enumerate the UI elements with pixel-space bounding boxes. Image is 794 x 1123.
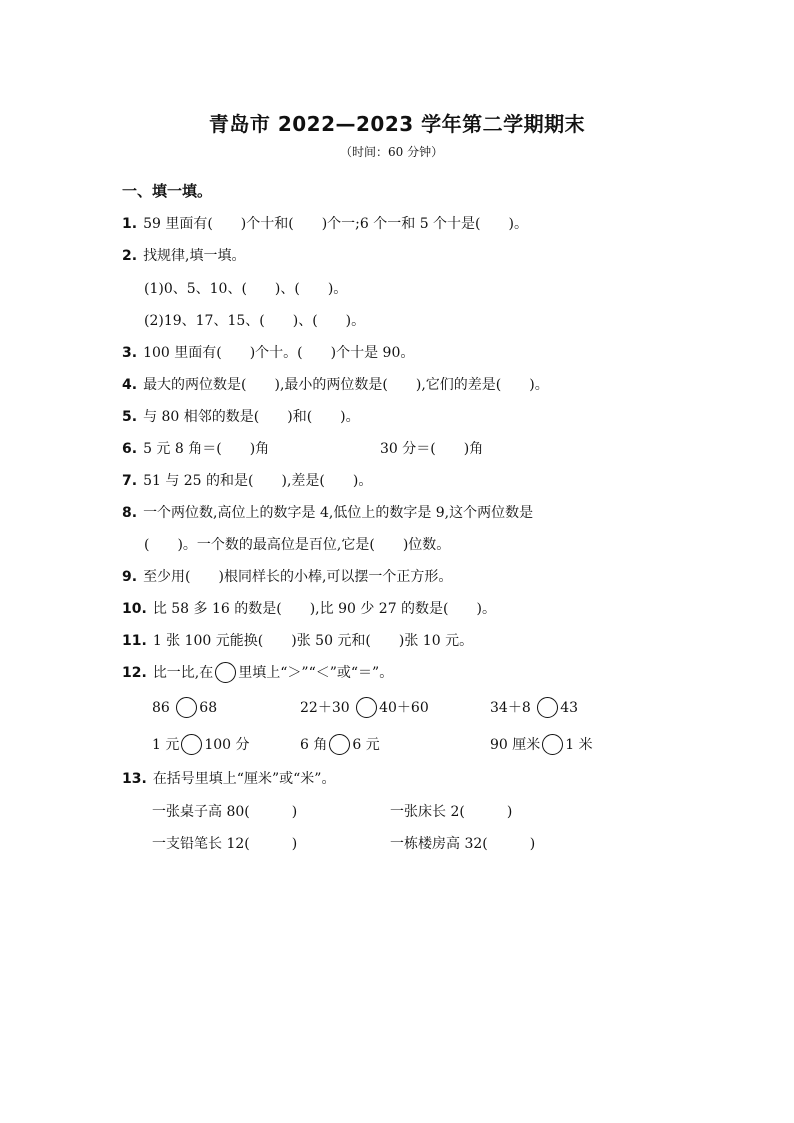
- question-text: 一个两位数,高位上的数字是 4,低位上的数字是 9,这个两位数是: [143, 505, 534, 521]
- compare-item: [152, 734, 250, 755]
- question-2: [122, 245, 246, 265]
- question-number: 6.: [122, 441, 138, 457]
- answer-circle[interactable]: [537, 697, 558, 718]
- compare-left: 22＋30: [300, 700, 350, 716]
- question-text: 59 里面有( )个十和( )个一;6 个一和 5 个十是( )。: [143, 216, 528, 232]
- answer-circle[interactable]: [542, 734, 563, 755]
- compare-left: 90 厘米: [490, 737, 541, 753]
- question-9: [122, 566, 452, 586]
- answer-circle[interactable]: [329, 734, 350, 755]
- question-5: [122, 406, 360, 426]
- question-1: [122, 213, 528, 233]
- compare-left: 6 角: [300, 737, 328, 753]
- compare-right: 100 分: [204, 737, 250, 753]
- question-number: 9.: [122, 569, 138, 585]
- question-12: [122, 662, 393, 683]
- question-8: [122, 502, 533, 522]
- compare-item: [300, 734, 380, 755]
- question-number: 8.: [122, 505, 138, 521]
- question-2-sub-1: (1)0、5、10、( )、( )。: [144, 281, 348, 297]
- compare-right: 1 米: [565, 737, 593, 753]
- compare-right: 68: [199, 700, 218, 716]
- question-number: 12.: [122, 665, 147, 681]
- compare-left: 86: [152, 700, 170, 716]
- question-text: 5 元 8 角＝( )角: [143, 441, 270, 457]
- question-number: 2.: [122, 248, 138, 264]
- unit-item: 一栋楼房高 32( ): [390, 836, 536, 852]
- question-text-post: 里填上“＞”“＜”或“＝”。: [238, 665, 394, 681]
- answer-circle[interactable]: [176, 697, 197, 718]
- question-text: 最大的两位数是( ),最小的两位数是( ),它们的差是( )。: [143, 377, 549, 393]
- question-text: 与 80 相邻的数是( )和( )。: [143, 409, 360, 425]
- question-number: 11.: [122, 633, 147, 649]
- question-number: 13.: [122, 771, 147, 787]
- question-13: [122, 768, 335, 788]
- question-text-pre: 比一比,在: [152, 665, 214, 681]
- compare-item: [490, 697, 578, 718]
- question-text: 1 张 100 元能换( )张 50 元和( )张 10 元。: [152, 633, 474, 649]
- circle-icon: [215, 662, 236, 683]
- question-text: 找规律,填一填。: [143, 248, 246, 264]
- question-number: 5.: [122, 409, 138, 425]
- question-10: [122, 598, 496, 618]
- compare-item: [300, 697, 429, 718]
- question-number: 7.: [122, 473, 138, 489]
- question-6-part-2: 30 分＝( )角: [380, 441, 484, 457]
- question-8-continued: ( )。一个数的最高位是百位,它是( )位数。: [144, 537, 451, 553]
- question-number: 4.: [122, 377, 138, 393]
- question-3: [122, 342, 414, 362]
- question-7: [122, 470, 372, 490]
- compare-right: 40＋60: [379, 700, 429, 716]
- compare-item: [490, 734, 593, 755]
- compare-right: 6 元: [352, 737, 380, 753]
- unit-item: 一张床长 2( ): [390, 804, 513, 820]
- question-number: 1.: [122, 216, 138, 232]
- unit-item: 一张桌子高 80( ): [152, 804, 298, 820]
- compare-right: 43: [560, 700, 579, 716]
- compare-left: 34＋8: [490, 700, 531, 716]
- question-text: 比 58 多 16 的数是( ),比 90 少 27 的数是( )。: [152, 601, 496, 617]
- question-number: 3.: [122, 345, 138, 361]
- section-heading: 一、填一填。: [122, 182, 213, 200]
- question-number: 10.: [122, 601, 147, 617]
- time-limit: （时间：60 分钟）: [340, 145, 444, 159]
- unit-item: 一支铅笔长 12( ): [152, 836, 298, 852]
- question-text: 51 与 25 的和是( ),差是( )。: [143, 473, 373, 489]
- answer-circle[interactable]: [356, 697, 377, 718]
- compare-left: 1 元: [152, 737, 180, 753]
- question-6: [122, 438, 269, 458]
- answer-circle[interactable]: [181, 734, 202, 755]
- page-title: 青岛市 2022—2023 学年第二学期期末: [208, 112, 586, 136]
- question-text: 100 里面有( )个十。( )个十是 90。: [143, 345, 415, 361]
- question-2-sub-2: (2)19、17、15、( )、( )。: [144, 313, 366, 329]
- question-4: [122, 374, 549, 394]
- compare-item: [152, 697, 217, 718]
- question-text: 在括号里填上“厘米”或“米”。: [152, 771, 336, 787]
- question-11: [122, 630, 473, 650]
- question-text: 至少用( )根同样长的小棒,可以摆一个正方形。: [143, 569, 453, 585]
